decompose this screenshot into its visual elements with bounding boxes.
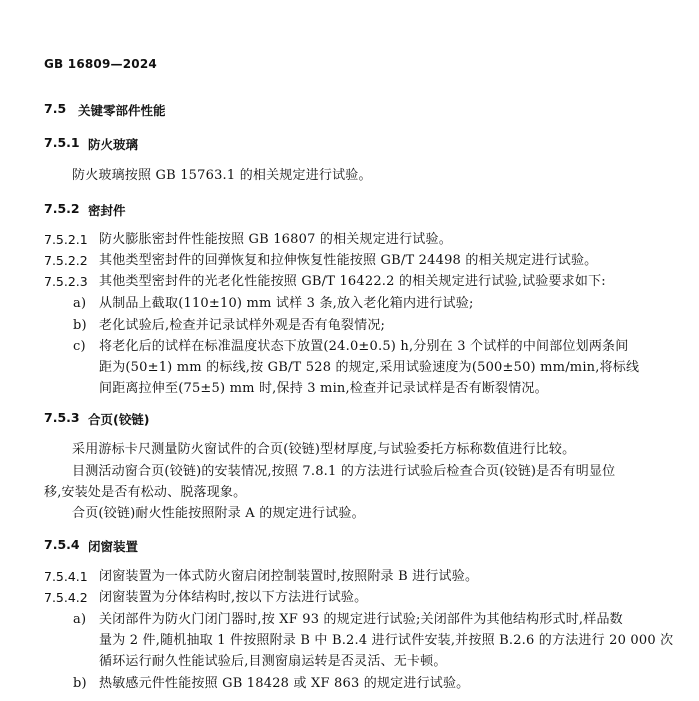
section-7-5-3-paragraph-3: 合页(铰链)耐火性能按照附录 A 的规定进行试验。 — [72, 506, 365, 521]
list-item-c-line-2: 距为(50±1) mm 的标线,按 GB/T 528 的规定,采用试验速度为(500±50) mm/min,将标线 — [99, 360, 640, 375]
section-7-5-1-text: 防火玻璃按照 GB 15763.1 的相关规定进行试验。 — [72, 168, 372, 183]
clause-7-5-2-2-text: 其他类型密封件的回弹恢复和拉伸恢复性能按照 GB/T 24498 的相关规定进行试验。 — [99, 253, 598, 268]
list-item-a-text: 从制品上截取(110±10) mm 试样 3 条,放入老化箱内进行试验; — [99, 296, 474, 311]
clause-7-5-4-2-text: 闭窗装置为分体结构时,按以下方法进行试验。 — [99, 590, 368, 605]
section-7-5-title: 关键零部件性能 — [78, 103, 166, 118]
clause-7-5-2-2-number: 7.5.2.2 — [44, 253, 88, 268]
list-item-b-text: 老化试验后,检查并记录试样外观是否有龟裂情况; — [99, 318, 386, 333]
list-item-b-label: b) — [73, 318, 87, 333]
list-item-c-line-1: 将老化后的试样在标准温度状态下放置(24.0±0.5) h,分别在 3 个试样的中间部位划两条间 — [99, 339, 629, 354]
clause-7-5-2-1-text: 防火膨胀密封件性能按照 GB 16807 的相关规定进行试验。 — [99, 232, 452, 247]
list-item-a2-label: a) — [73, 612, 87, 627]
section-7-5-3-paragraph-2-line-2: 移,安装处是否有松动、脱落现象。 — [44, 485, 247, 500]
list-item-b2-label: b) — [73, 676, 87, 691]
section-7-5-4-number: 7.5.4 — [44, 537, 80, 552]
list-item-b2-text: 热敏感元件性能按照 GB 18428 或 XF 863 的规定进行试验。 — [99, 676, 470, 691]
section-7-5-2-title: 密封件 — [88, 203, 126, 218]
section-7-5-1-number: 7.5.1 — [44, 135, 80, 150]
section-7-5-4-title: 闭窗装置 — [88, 539, 139, 554]
clause-7-5-2-3-number: 7.5.2.3 — [44, 274, 88, 289]
section-7-5-3-paragraph-2-line-1: 目测活动窗合页(铰链)的安装情况,按照 7.8.1 的方法进行试验后检查合页(铰链)是否有明显位 — [72, 464, 616, 479]
section-7-5-3-number: 7.5.3 — [44, 410, 80, 425]
list-item-a-label: a) — [73, 296, 87, 311]
clause-7-5-4-1-text: 闭窗装置为一体式防火窗启闭控制装置时,按照附录 B 进行试验。 — [99, 569, 479, 584]
section-7-5-1-title: 防火玻璃 — [88, 137, 139, 152]
list-item-a2-line-3: 循环运行耐久性能试验后,目测窗扇运转是否灵活、无卡顿。 — [99, 654, 447, 669]
list-item-c-label: c) — [73, 339, 86, 354]
section-7-5-3-paragraph-1: 采用游标卡尺测量防火窗试件的合页(铰链)型材厚度,与试验委托方标称数值进行比较。 — [72, 442, 576, 457]
section-7-5-number: 7.5 — [44, 101, 67, 116]
clause-7-5-4-2-number: 7.5.4.2 — [44, 590, 88, 605]
clause-7-5-2-3-text: 其他类型密封件的光老化性能按照 GB/T 16422.2 的相关规定进行试验,试验要求如下: — [99, 274, 606, 289]
section-7-5-2-number: 7.5.2 — [44, 201, 80, 216]
clause-7-5-2-1-number: 7.5.2.1 — [44, 232, 88, 247]
list-item-c-line-3: 间距离拉伸至(75±5) mm 时,保持 3 min,检查并记录试样是否有断裂情况。 — [99, 381, 548, 396]
list-item-a2-line-1: 关闭部件为防火门闭门器时,按 XF 93 的规定进行试验;关闭部件为其他结构形式时,样品数 — [99, 612, 623, 627]
section-7-5-3-title: 合页(铰链) — [88, 412, 150, 427]
list-item-a2-line-2: 量为 2 件,随机抽取 1 件按照附录 B 中 B.2.4 进行试件安装,并按照 B.2.6 的方法进行 20 000 次 — [99, 633, 674, 648]
clause-7-5-4-1-number: 7.5.4.1 — [44, 569, 88, 584]
standard-code: GB 16809—2024 — [44, 57, 157, 71]
